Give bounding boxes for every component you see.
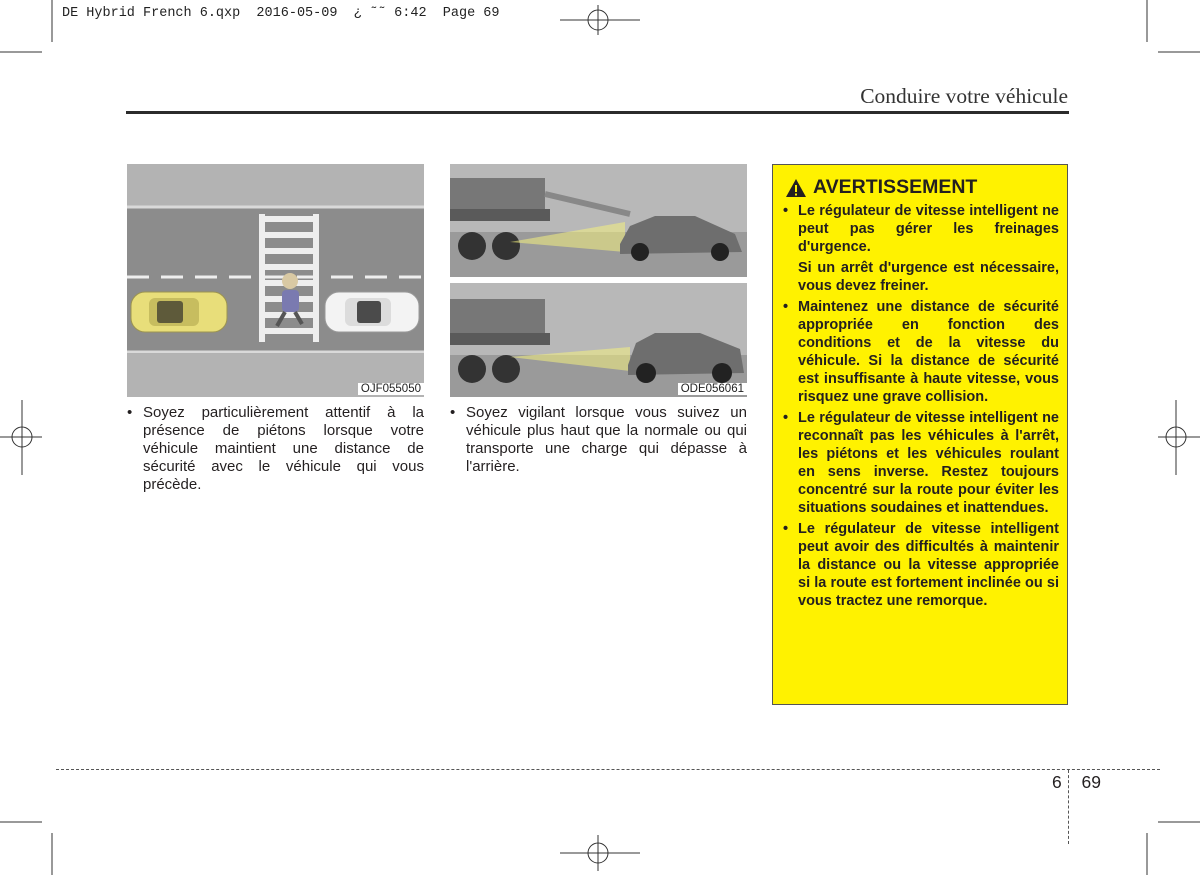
bullet: • (127, 404, 133, 421)
print-header: DE Hybrid French 6.qxp 2016-05-09 ¿ ˜˜ 6:42 Page 69 (62, 6, 500, 21)
paragraph-high-vehicle (450, 404, 747, 476)
figure-crosswalk (127, 164, 424, 397)
footer-rule (56, 769, 1160, 770)
page-number-value: 69 (1081, 772, 1101, 792)
warning-item-text: Le régulateur de vitesse intelligent ne peut pas gérer les freinages d'urgence. (798, 203, 1059, 255)
chapter-number: 6 (1052, 772, 1062, 792)
warning-list (783, 202, 1059, 613)
warning-item-text: Maintenez une distance de sécurité appropriée en fonction des conditions et de la vitesse du véhicule. Si la distance de sécurité est insuffisante à haute vitesse, vous risquez une grave collision. (798, 299, 1059, 405)
title-rule (126, 111, 1069, 114)
bullet: • (783, 410, 789, 426)
paragraph-pedestrians (127, 404, 424, 494)
warning-item (783, 409, 1059, 517)
warning-item-subtext: Si un arrêt d'urgence est nécessaire, vous devez freiner. (798, 260, 1059, 294)
warning-box (772, 164, 1068, 705)
white-car-icon (325, 292, 419, 332)
paragraph-text: Soyez particulièrement attentif à la présence de piétons lorsque votre véhicule maintient une distance de sécurité avec le véhicule qui vous précède. (143, 404, 424, 493)
warning-item-text: Le régulateur de vitesse intelligent peut avoir des difficultés à maintenir la distance ou la vitesse appropriée si la route est fortement inclinée ou si vous tractez une remorque. (798, 521, 1059, 609)
truck-illustration (450, 164, 747, 397)
warning-title-text: AVERTISSEMENT (813, 176, 978, 198)
figure-code: OJF055050 (358, 383, 424, 395)
warning-item (783, 520, 1059, 610)
figure-truck-following (450, 164, 747, 397)
figure-code: ODE056061 (678, 383, 747, 395)
crosswalk-illustration (127, 164, 424, 397)
bullet: • (783, 203, 789, 219)
bullet: • (450, 404, 456, 421)
yellow-car-icon (131, 292, 227, 332)
warning-title (785, 176, 977, 199)
section-title: Conduire votre véhicule (860, 84, 1068, 108)
warning-triangle-icon (785, 178, 807, 198)
warning-item (783, 298, 1059, 406)
warning-item-text: Le régulateur de vitesse intelligent ne reconnaît pas les véhicules à l'arrêt, les piétons et les véhicules roulant en sens inverse. Restez toujours concentré sur la route pour éviter les situations soudaines et inattendues. (798, 410, 1059, 516)
page-number (1052, 772, 1101, 793)
bullet: • (783, 521, 789, 537)
bullet: • (783, 299, 789, 315)
paragraph-text: Soyez vigilant lorsque vous suivez un véhicule plus haut que la normale ou qui transporte une charge qui dépasse à l'arrière. (466, 404, 747, 475)
warning-item (783, 202, 1059, 256)
